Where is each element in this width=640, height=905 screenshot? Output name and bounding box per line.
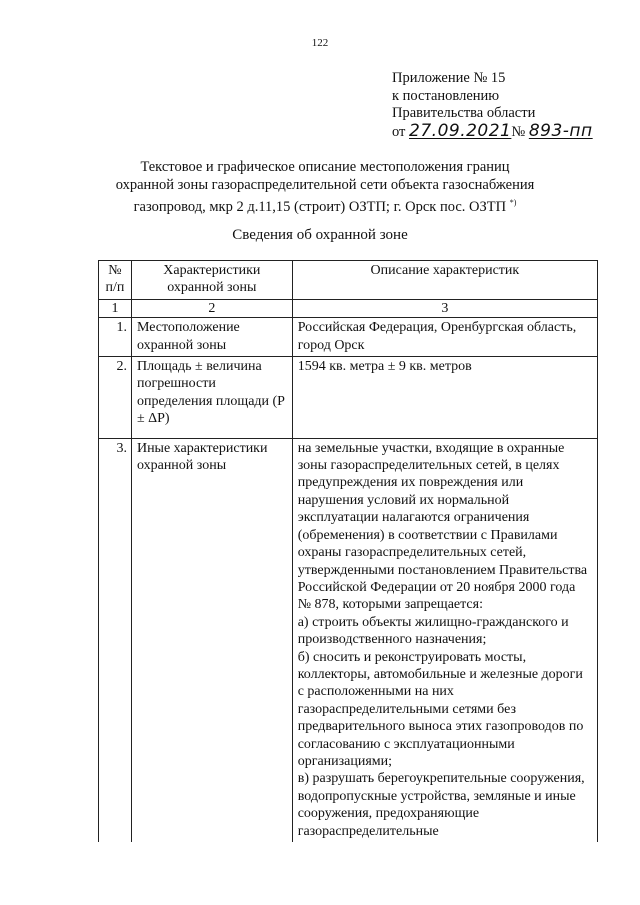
column-number: 1 — [99, 299, 132, 317]
footnote-mark: *) — [509, 198, 517, 207]
date-prefix: от — [392, 123, 406, 140]
number-prefix: № — [511, 123, 526, 140]
column-number: 2 — [131, 299, 292, 317]
row-characteristic: Местоположение охранной зоны — [131, 318, 292, 357]
appendix-line-1: Приложение № 15 — [392, 70, 506, 86]
column-number: 3 — [292, 299, 597, 317]
header-description: Описание характеристик — [292, 261, 597, 300]
description-paragraph: на земельные участки, входящие в охранные зоны газораспределительных сетей, в целях предупреждения их повреждения или нарушения условий их нормальной эксплуатации налагаются ограничения (обременения) в соответствии с Правилами охраны газораспределительных сетей, утвержденными постановлением Правительства Российской Федерации от 20 ноября 2000 года № 878, которыми запрещается: — [297, 440, 588, 613]
row-characteristic: Иные характеристики охранной зоны — [131, 438, 292, 842]
appendix-date-row — [392, 120, 593, 142]
header-num: № п/п — [99, 261, 132, 300]
table-header-row — [99, 261, 598, 300]
appendix-line-2: к постановлению — [392, 87, 500, 104]
appendix-line-3: Правительства области — [392, 105, 536, 121]
table-row — [99, 357, 598, 439]
description-paragraph: а) строить объекты жилищно-гражданского и производственного назначения; — [297, 614, 569, 648]
title-line-1: Текстовое и графическое описание местоположения границ — [140, 159, 510, 175]
table-row — [99, 318, 598, 357]
header-characteristic: Характеристики охранной зоны — [131, 261, 292, 300]
appendix-block — [392, 70, 593, 141]
row-number: 3. — [99, 438, 132, 842]
row-characteristic: Площадь ± величина погрешности определения площади (Р ± ΔР) — [131, 357, 292, 439]
row-description — [292, 318, 597, 357]
title-line-3-wrap — [60, 194, 590, 216]
row-description — [292, 357, 597, 439]
column-number-row — [99, 299, 598, 317]
description-paragraph: б) сносить и реконструировать мосты, коллекторы, автомобильные и железные дороги с расположенными на них газораспределительными сетями без предварительного выноса этих газопроводов по согласованию с эксплуатационными организациями; — [297, 649, 584, 769]
zone-info-table — [98, 260, 598, 842]
table-row — [99, 438, 598, 842]
document-title — [60, 158, 590, 216]
handwritten-number: 893-пп — [528, 120, 593, 141]
row-number: 2. — [99, 357, 132, 439]
handwritten-date: 27.09.2021 — [409, 120, 512, 141]
page-number: 122 — [311, 37, 329, 49]
title-line-2: охранной зоны газораспределительной сети объекта газоснабжения — [115, 177, 535, 193]
section-subtitle: Сведения об охранной зоне — [232, 227, 408, 243]
description-paragraph: в) разрушать берегоукрепительные сооружения, водопропускные устройства, земляные и иные сооружения, предохраняющие газораспределительные — [297, 771, 585, 839]
description-paragraph: Российская Федерация, Оренбургская область, город Орск — [297, 320, 577, 353]
title-line-3: газопровод, мкр 2 д.11,15 (строит) ОЗТП; г. Орск пос. ОЗТП — [133, 198, 507, 215]
row-description — [292, 438, 597, 842]
row-number: 1. — [99, 318, 132, 357]
description-paragraph: 1594 кв. метра ± 9 кв. метров — [297, 359, 472, 375]
